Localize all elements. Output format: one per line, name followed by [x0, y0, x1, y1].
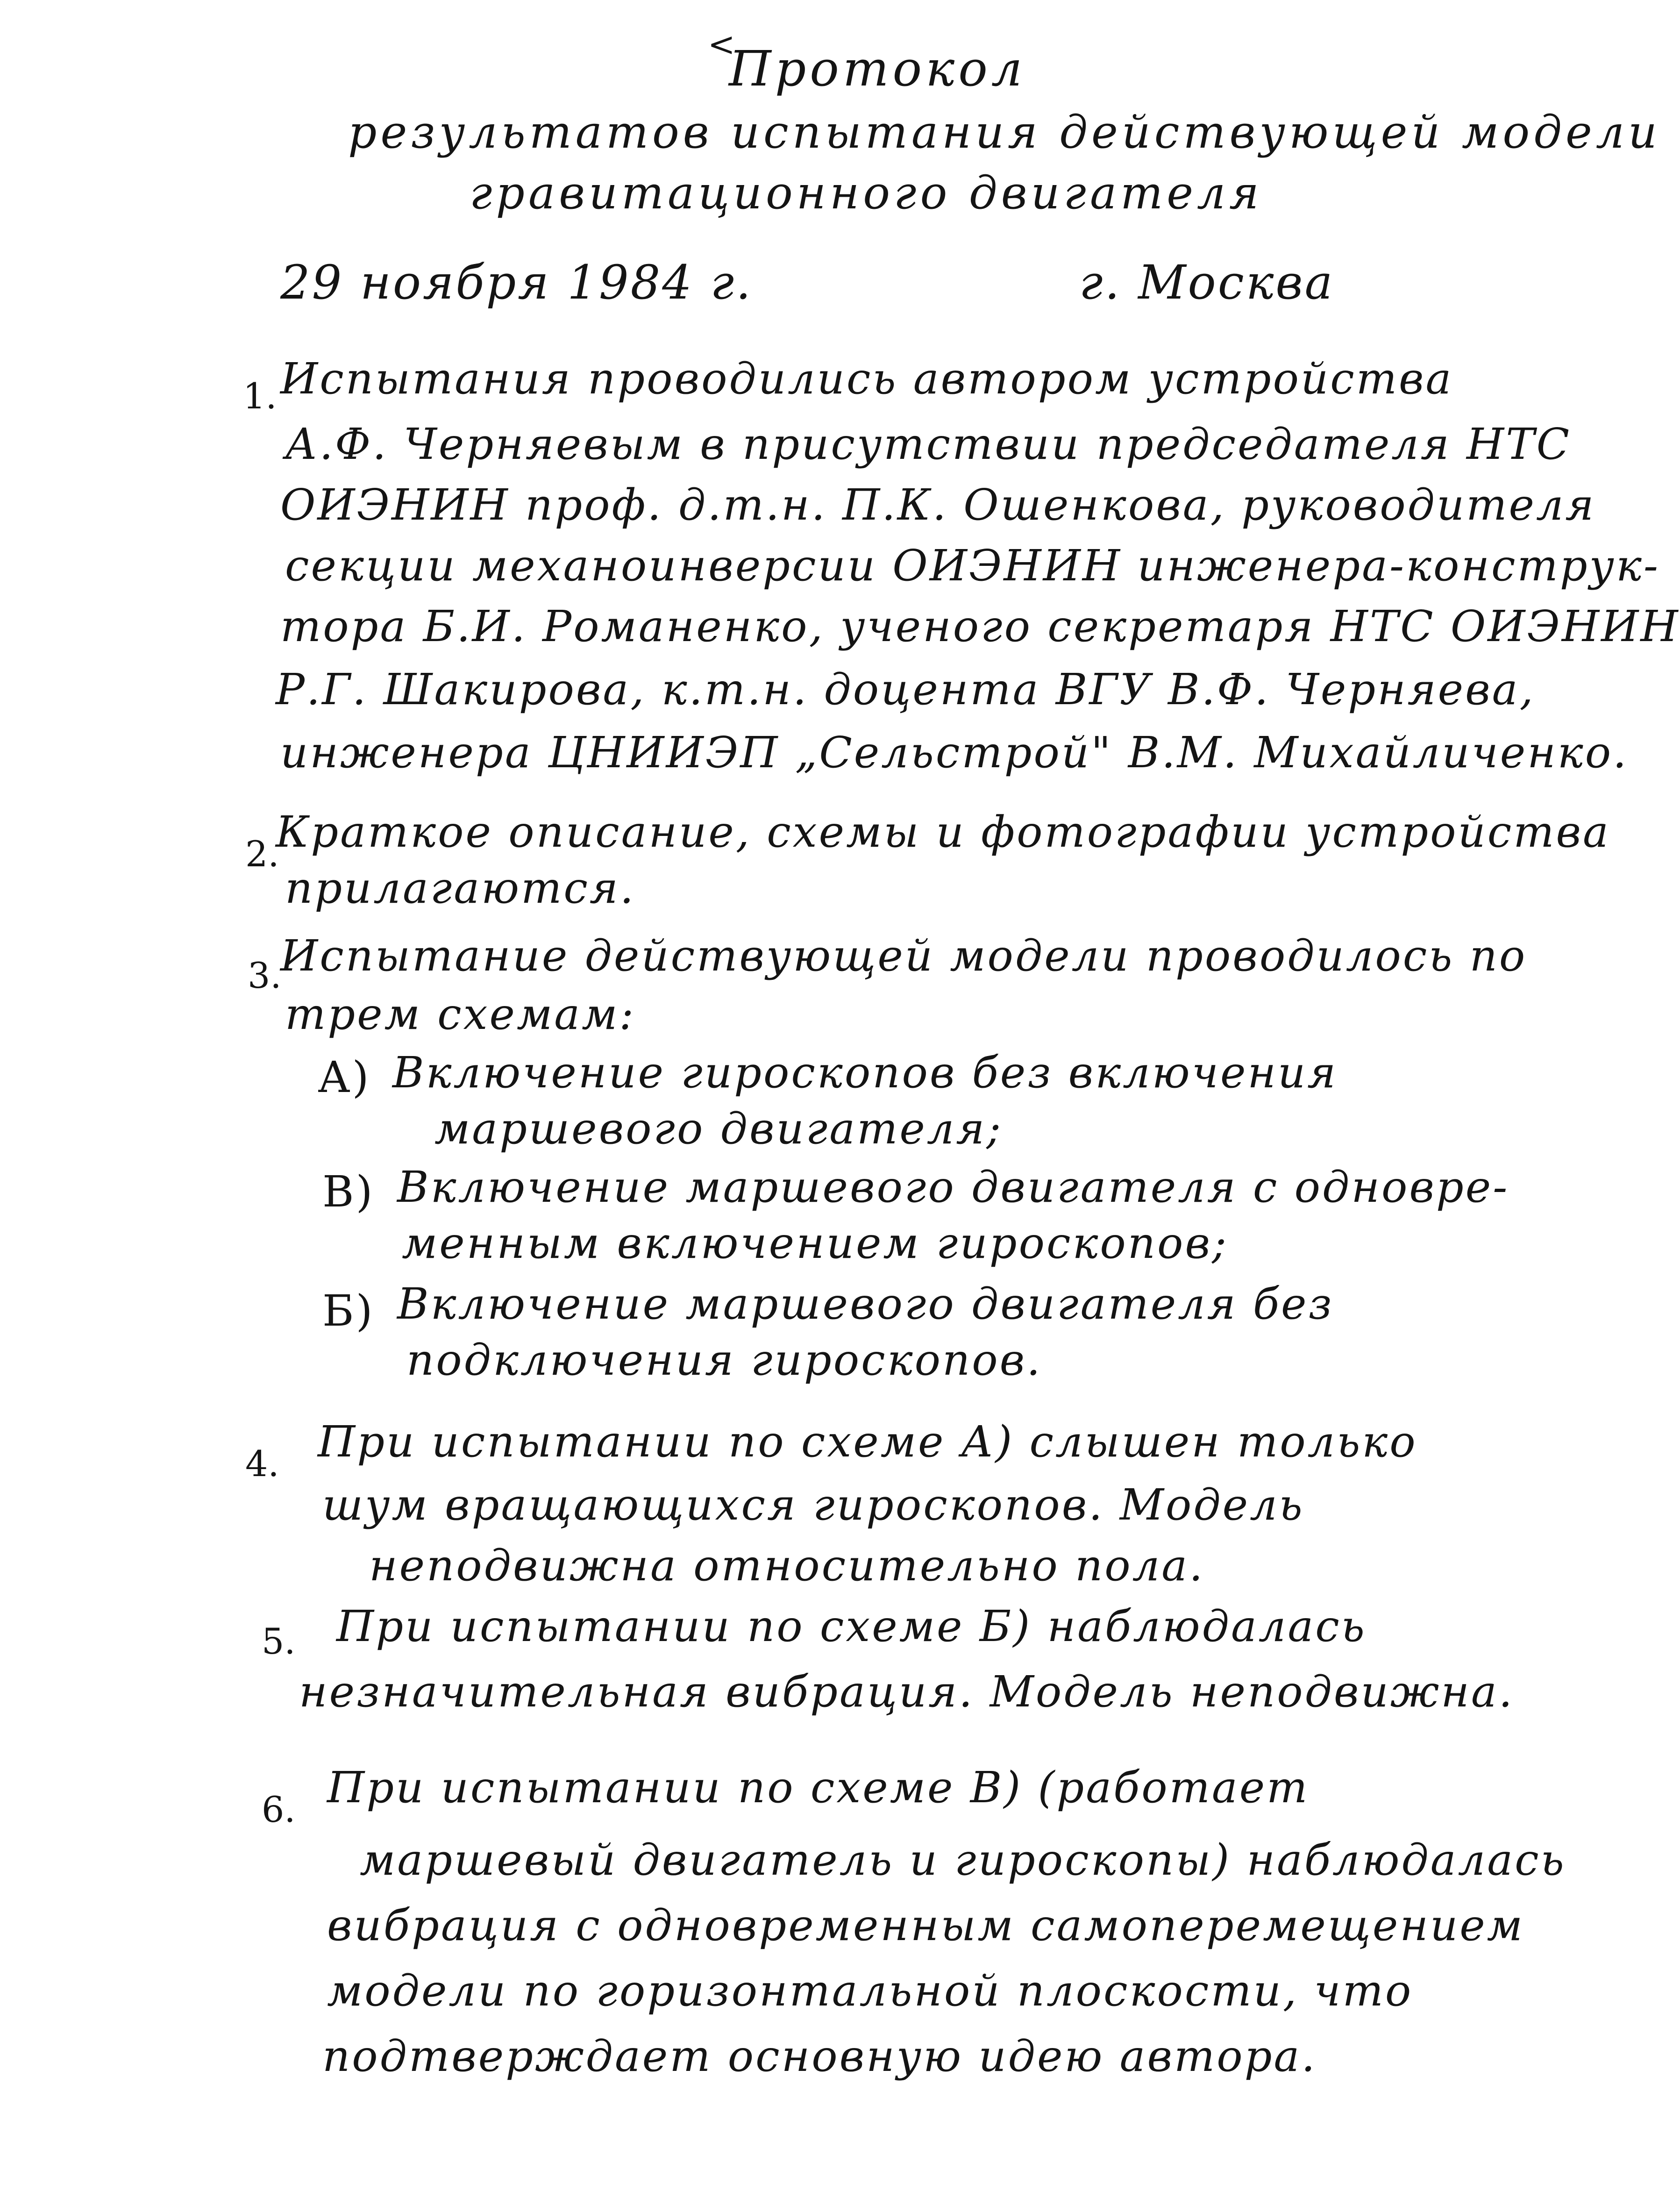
item-6-line-5: подтверждает основную идею автора. — [322, 2031, 1317, 2081]
item-4-line-3: неподвижна относительно пола. — [369, 1541, 1205, 1591]
document-city: г. Москва — [1079, 255, 1335, 310]
item-6-line-4: модели по горизонтальной плоскости, что — [327, 1966, 1413, 2016]
subitem-b-line-2: подключения гироскопов. — [406, 1335, 1042, 1385]
item-3-line-1: Испытание действующей модели проводилось по — [280, 931, 1527, 981]
corner-mark: < — [708, 25, 735, 64]
subitem-b-line-1: Включение маршевого двигателя без — [397, 1279, 1334, 1329]
item-number: 3. — [248, 955, 282, 996]
item-1-line-3: ОИЭНИН проф. д.т.н. П.К. Ошенкова, руководителя — [280, 480, 1596, 530]
document-title: Протокол — [729, 40, 1026, 97]
subitem-label-b: Б) — [322, 1286, 375, 1336]
document-date: 29 ноября 1984 г. — [280, 255, 753, 310]
subitem-label-v: В) — [322, 1167, 375, 1217]
item-6-line-2: маршевый двигатель и гироскопы) наблюдалась — [360, 1835, 1566, 1885]
subitem-a-line-2: маршевого двигателя; — [434, 1104, 1003, 1154]
item-1-line-5: тора Б.И. Романенко, ученого секретаря НТС ОИЭНИН — [280, 601, 1680, 651]
item-1-line-2: А.Ф. Черняевым в присутствии председателя НТС — [285, 419, 1571, 469]
document-subtitle-line-1: результатов испытания действующей модели — [348, 106, 1661, 158]
item-2-line-2: прилагаются. — [285, 863, 636, 913]
item-number: 2. — [245, 833, 279, 875]
item-2-line-1: Краткое описание, схемы и фотографии устройства — [276, 807, 1610, 857]
item-4-line-2: шум вращающихся гироскопов. Модель — [322, 1480, 1304, 1530]
item-1-line-1: Испытания проводились автором устройства — [280, 354, 1453, 404]
subitem-v-line-2: менным включением гироскопов; — [402, 1218, 1228, 1268]
item-6-line-3: вибрация с одновременным самоперемещением — [327, 1900, 1524, 1950]
item-number: 1. — [243, 375, 277, 417]
item-1-line-6: Р.Г. Шакирова, к.т.н. доцента ВГУ В.Ф. Черняева, — [276, 664, 1535, 714]
item-5-line-1: При испытании по схеме Б) наблюдалась — [336, 1601, 1367, 1651]
item-number: 4. — [245, 1443, 279, 1484]
item-5-line-2: незначительная вибрация. Модель неподвижна. — [299, 1667, 1514, 1717]
item-1-line-4: секции механоинверсии ОИЭНИН инженера-конструк- — [285, 541, 1660, 591]
subitem-v-line-1: Включение маршевого двигателя с одновре- — [397, 1162, 1509, 1212]
subitem-label-a: А) — [318, 1052, 371, 1102]
item-4-line-1: При испытании по схеме А) слышен только — [318, 1417, 1417, 1467]
item-1-line-7: инженера ЦНИИЭП „Сельстрой" В.М. Михайличенко. — [280, 728, 1629, 778]
item-3-line-2: трем схемам: — [285, 989, 636, 1039]
subitem-a-line-1: Включение гироскопов без включения — [392, 1048, 1338, 1098]
item-number: 5. — [262, 1620, 296, 1662]
document-subtitle-line-2: гравитационного двигателя — [470, 167, 1263, 219]
item-6-line-1: При испытании по схеме В) (работает — [327, 1763, 1310, 1813]
item-number: 6. — [262, 1789, 296, 1830]
